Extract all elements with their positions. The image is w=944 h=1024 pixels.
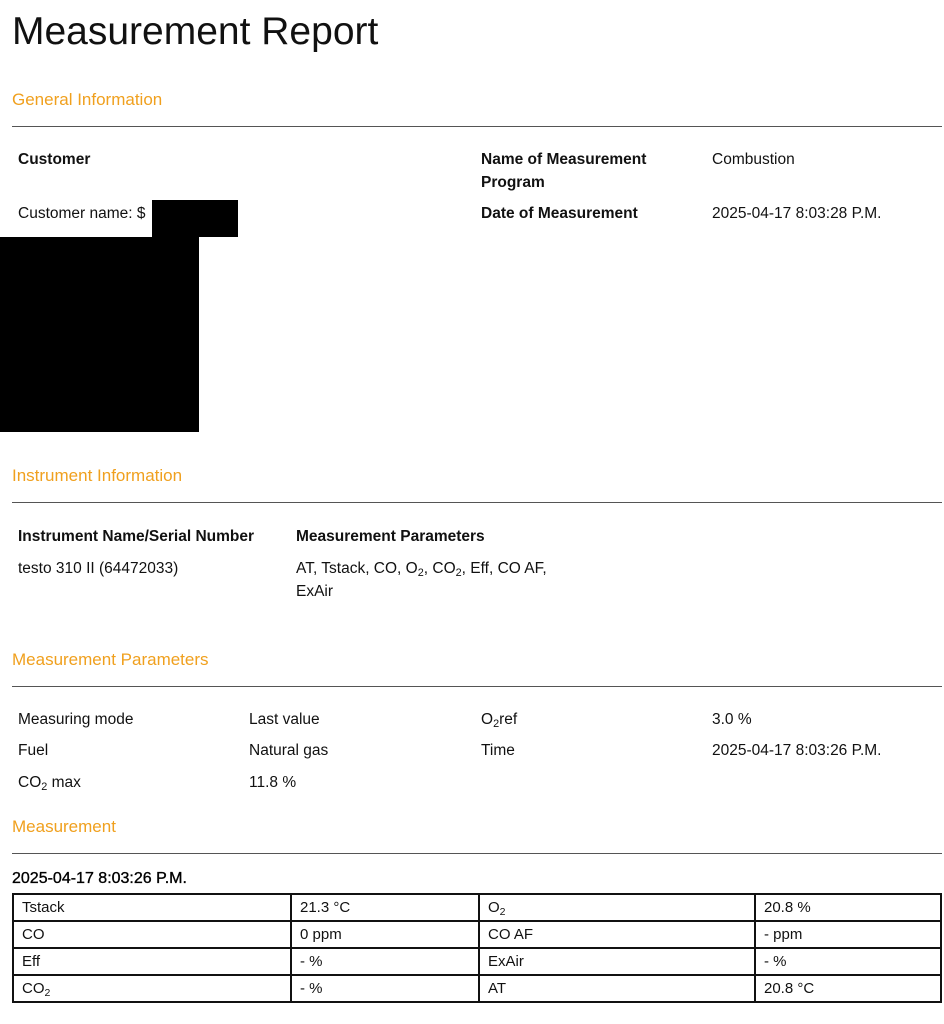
customer-label: Customer: [18, 151, 91, 168]
divider: [12, 853, 942, 854]
table-cell: $CO_2$: [13, 975, 291, 1002]
table-cell: 21.3 °C: [291, 894, 479, 921]
table-cell: - %: [291, 948, 479, 975]
instrument-name-value: testo 310 II (64472033): [18, 560, 179, 577]
page-title: Measurement Report: [12, 10, 379, 53]
fuel-value: Natural gas: [249, 742, 329, 759]
table-cell: $O_2$: [479, 894, 755, 921]
co2max-value: 11.8 %: [249, 774, 297, 791]
fuel-label: Fuel: [18, 742, 49, 759]
table-cell: AT: [479, 975, 755, 1002]
section-heading-measurement: Measurement: [12, 817, 116, 836]
divider: [12, 686, 942, 687]
table-cell: Tstack: [13, 894, 291, 921]
date-label: Date of Measurement: [481, 205, 638, 222]
table-cell: 20.8 °C: [755, 975, 941, 1002]
table-row: [13, 921, 941, 948]
time-label: Time: [481, 742, 515, 759]
table-cell: 20.8 %: [755, 894, 941, 921]
date-value: 2025-04-17 8:03:28 P.M.: [712, 205, 882, 222]
program-label: Name of Measurement Program: [481, 151, 647, 191]
instrument-params-label: Measurement Parameters: [296, 528, 485, 545]
table-cell: CO: [13, 921, 291, 948]
redaction-block: [0, 237, 199, 432]
divider: [12, 126, 942, 127]
time-value: 2025-04-17 8:03:26 P.M.: [712, 742, 882, 759]
divider: [12, 502, 942, 503]
instrument-name-label: Instrument Name/Serial Number: [18, 528, 255, 545]
co2max-label: $CO_2$ max: [18, 774, 81, 793]
table-row: [13, 975, 941, 1002]
customer-name-label: Customer name: $: [18, 205, 146, 222]
table-cell: 0 ppm: [291, 921, 479, 948]
measurement-table: [12, 893, 942, 1003]
table-row: [13, 894, 941, 921]
table-row: [13, 948, 941, 975]
table-cell: ExAir: [479, 948, 755, 975]
o2ref-label: $O_2ref$: [481, 711, 518, 730]
instrument-params-value: AT, Tstack, CO, $O_2$, $CO_2$, Eff, CO AF, ExAir: [296, 560, 547, 600]
redaction-block: [152, 200, 238, 237]
table-cell: - %: [291, 975, 479, 1002]
section-heading-general: General Information: [12, 90, 163, 109]
measurement-timestamp: 2025-04-17 8:03:26 P.M.: [12, 870, 187, 887]
table-cell: CO AF: [479, 921, 755, 948]
o2ref-value: 3.0 %: [712, 711, 752, 728]
table-cell: Eff: [13, 948, 291, 975]
measuring-mode-value: Last value: [249, 711, 320, 728]
program-value: Combustion: [712, 151, 795, 168]
table-cell: - %: [755, 948, 941, 975]
section-heading-instrument: Instrument Information: [12, 466, 183, 485]
section-heading-parameters: Measurement Parameters: [12, 650, 209, 669]
table-cell: - ppm: [755, 921, 941, 948]
measuring-mode-label: Measuring mode: [18, 711, 134, 728]
